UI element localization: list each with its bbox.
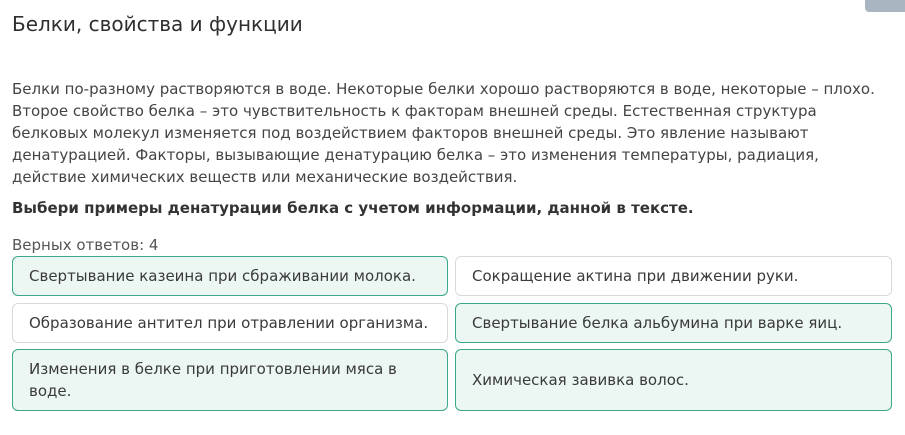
answer-option-label: Химическая завивка волос.: [472, 371, 689, 389]
answer-option-label: Образование антител при отравлении организма.: [29, 314, 429, 332]
answer-option-2[interactable]: [455, 256, 892, 296]
answer-option-label: Сокращение актина при движении руки.: [472, 267, 799, 285]
correct-answers-count: Верных ответов: 4: [12, 236, 159, 254]
top-corner-tab[interactable]: [865, 0, 905, 12]
answer-option-4[interactable]: [455, 303, 892, 343]
answer-option-label: Изменения в белке при приготовлении мяса в воде.: [29, 360, 397, 400]
page-title: Белки, свойства и функции: [12, 12, 303, 36]
answer-option-6[interactable]: [455, 349, 892, 411]
answer-option-3[interactable]: [12, 303, 448, 343]
answer-option-label: Свертывание казеина при сбраживании молока.: [29, 267, 416, 285]
reading-text: Белки по-разному растворяются в воде. Некоторые белки хорошо растворяются в воде, некоторые – плохо. Второе свойство белка – это чувствительность к факторам внешней среды. Естественная структура белковых молекул изменяется под воздействием факторов внешней среды. Это явление называют денатурацией. Факторы, вызывающие денатурацию белка – это изменения температуры, радиация, действие химических веществ или механические воздействия.: [12, 80, 875, 186]
answer-option-1[interactable]: [12, 256, 448, 296]
question-instruction: Выбери примеры денатурации белка с учетом информации, данной в тексте.: [12, 199, 694, 217]
answer-option-5[interactable]: [12, 349, 448, 411]
answer-option-label: Свертывание белка альбумина при варке яиц.: [472, 314, 843, 332]
